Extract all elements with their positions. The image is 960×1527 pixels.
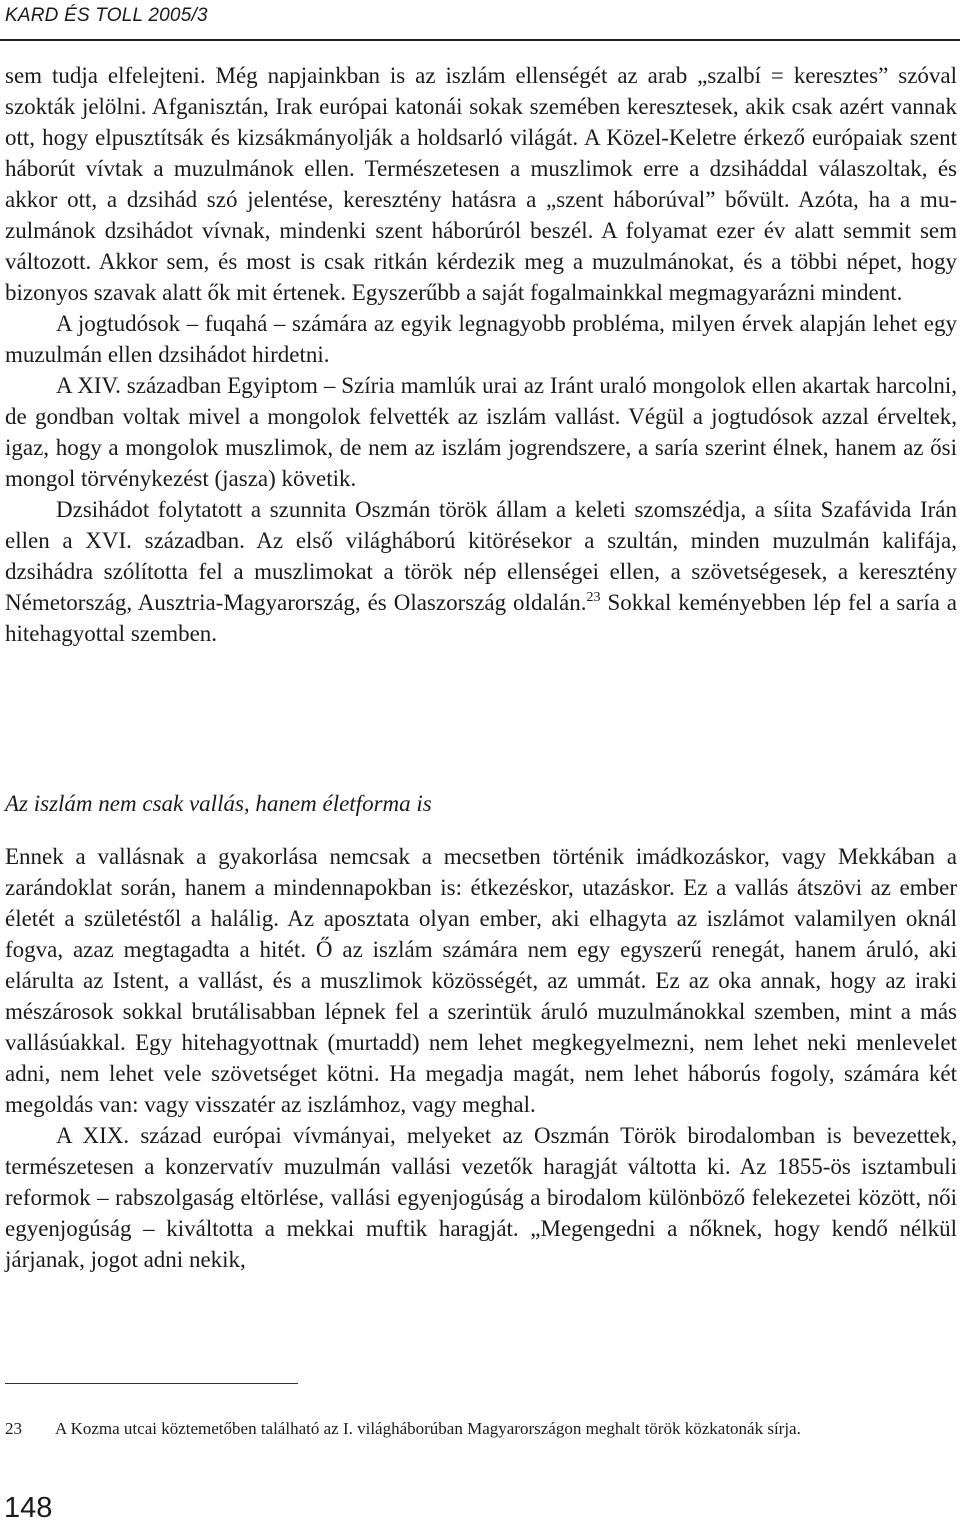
body-text-top <box>5 60 957 649</box>
paragraph-xix-szazad: A XIX. század európai vívmányai, melyeket az Oszmán Török birodalomban is bevezettek, természetesen a konzervatív muzulmán vallási vezetők haragját váltotta ki. Az 1855-ös isztambuli reformok – rabszolgaság eltörlése, vallási egyenjogúság a birodalom különböző felekezetei között, női egyenjogúság – kiváltotta a mekkai muftik haragját. „Megengedni a nőknek, hogy kendő nélkül járjanak, jogot adni nekik, <box>5 1123 957 1272</box>
page-number: 148 <box>4 1492 53 1524</box>
footnote-number: 23 <box>5 1419 22 1438</box>
footnote-reference: 23 <box>586 590 601 605</box>
footnote-divider <box>5 1383 298 1384</box>
paragraph-dzsihad-part1: Dzsihádot folytatott a szunnita Oszmán török állam a keleti szomszédja, a síita Szafávida Irán ellen a XVI. században. Az első világháború kitörésekor a szultán, minden muzulmán kalifája, dzsihádra szólította fel a muszlimokat a török nép ellenségei ellen, a szövetségesek, a keresztény Németország, Ausztria-Magyarország, és Olaszország oldalán. <box>5 497 957 615</box>
paragraph-jogtudosok: A jogtudósok – fuqahá – számára az egyik legnagyobb probléma, milyen érvek alapján lehet egy muzulmán ellen dzsihádot hirdetni. <box>5 311 957 367</box>
footnote <box>5 1418 957 1440</box>
section-heading: Az iszlám nem csak vallás, hanem életforma is <box>5 791 432 816</box>
paragraph-vallas-gyakorlasa: Ennek a vallásnak a gyakorlása nemcsak a mecsetben történik imádkozáskor, vagy Mekkában a zarándoklat során, hanem a mindennapokban is: étkezéskor, utazáskor. Ez a vallás átszövi az ember életét a születéstől a halálig. Az aposztata olyan ember, aki elhagyta az iszlámot valamilyen oknál fogva, azaz megtagadta a hitét. Ő az iszlám számára nem egy egyszerű renegát, hanem áruló, aki elárulta az Istent, a vallást, és a muszlimok közösségét, az ummát. Ez az oka annak, hogy az iraki mészárosok sokkal brutálisabban lépnek fel a szerintük áruló muzulmánokkal szemben, mint a más vallásúakkal. Egy hitehagyottnak (murtadd) nem lehet megkegyelmezni, nem lehet neki menlevelet adni, nem lehet vele szövetséget kötni. Ha megadja magát, nem lehet háborús fogoly, számára két megoldás van: vagy visszatér az iszlámhoz, vagy meghal. <box>5 844 957 1117</box>
body-text-section <box>5 841 957 1275</box>
paragraph-continued: sem tudja elfelejteni. Még napjainkban is az iszlám ellenségét az arab „szalbí = keresztes” szóval szokták jelölni. Afganisztán, Irak európai katonái sokak szemében keresztesek, akik csak azért vannak ott, hogy elpusztítsák és kizsákmányolják a holdsarló világát. A Közel-Keletre érkező európaiak szent háborút vívtak a muzulmánok ellen. Természetesen a muszlimok erre a dzsiháddal válaszoltak, és akkor ott, a dzsihád szó jelentése, keresztény hatásra a „szent háborúval” bővült. Azóta, ha a muzulmánok dzsihádot vívnak, mindenki szent háborúról beszél. A folyamat ezer év alatt semmit sem változott. Akkor sem, és most is csak ritkán kérdezik meg a muzulmánokat, és a többi népet, hogy bizonyos szavak alatt ők mit értenek. Egyszerűbb a saját fogalmainkkal megmagyarázni mindent. <box>5 63 957 305</box>
paragraph-dzsihad-part2: Sokkal keményebben lép fel a saría a hitehagyottal szemben. <box>5 590 957 646</box>
paragraph-xiv-szazad: A XIV. században Egyiptom – Szíria mamlúk urai az Iránt uraló mongolok ellen akartak harcolni, de gondban voltak mivel a mongolok felvették az iszlám vallást. Végül a jogtudósok azzal érveltek, igaz, hogy a mongolok muszlimok, de nem az iszlám jogrendszere, a saría szerint élnek, hanem az ősi mongol törvénykezést (jasza) követik. <box>5 373 957 491</box>
paragraph-dzsihad <box>5 494 957 649</box>
header-divider <box>0 39 960 41</box>
running-header: KARD ÉS TOLL 2005/3 <box>5 5 208 26</box>
footnote-text: A Kozma utcai köztemetőben található az I. világháborúban Magyarországon meghalt török közkatonák sírja. <box>55 1419 801 1438</box>
